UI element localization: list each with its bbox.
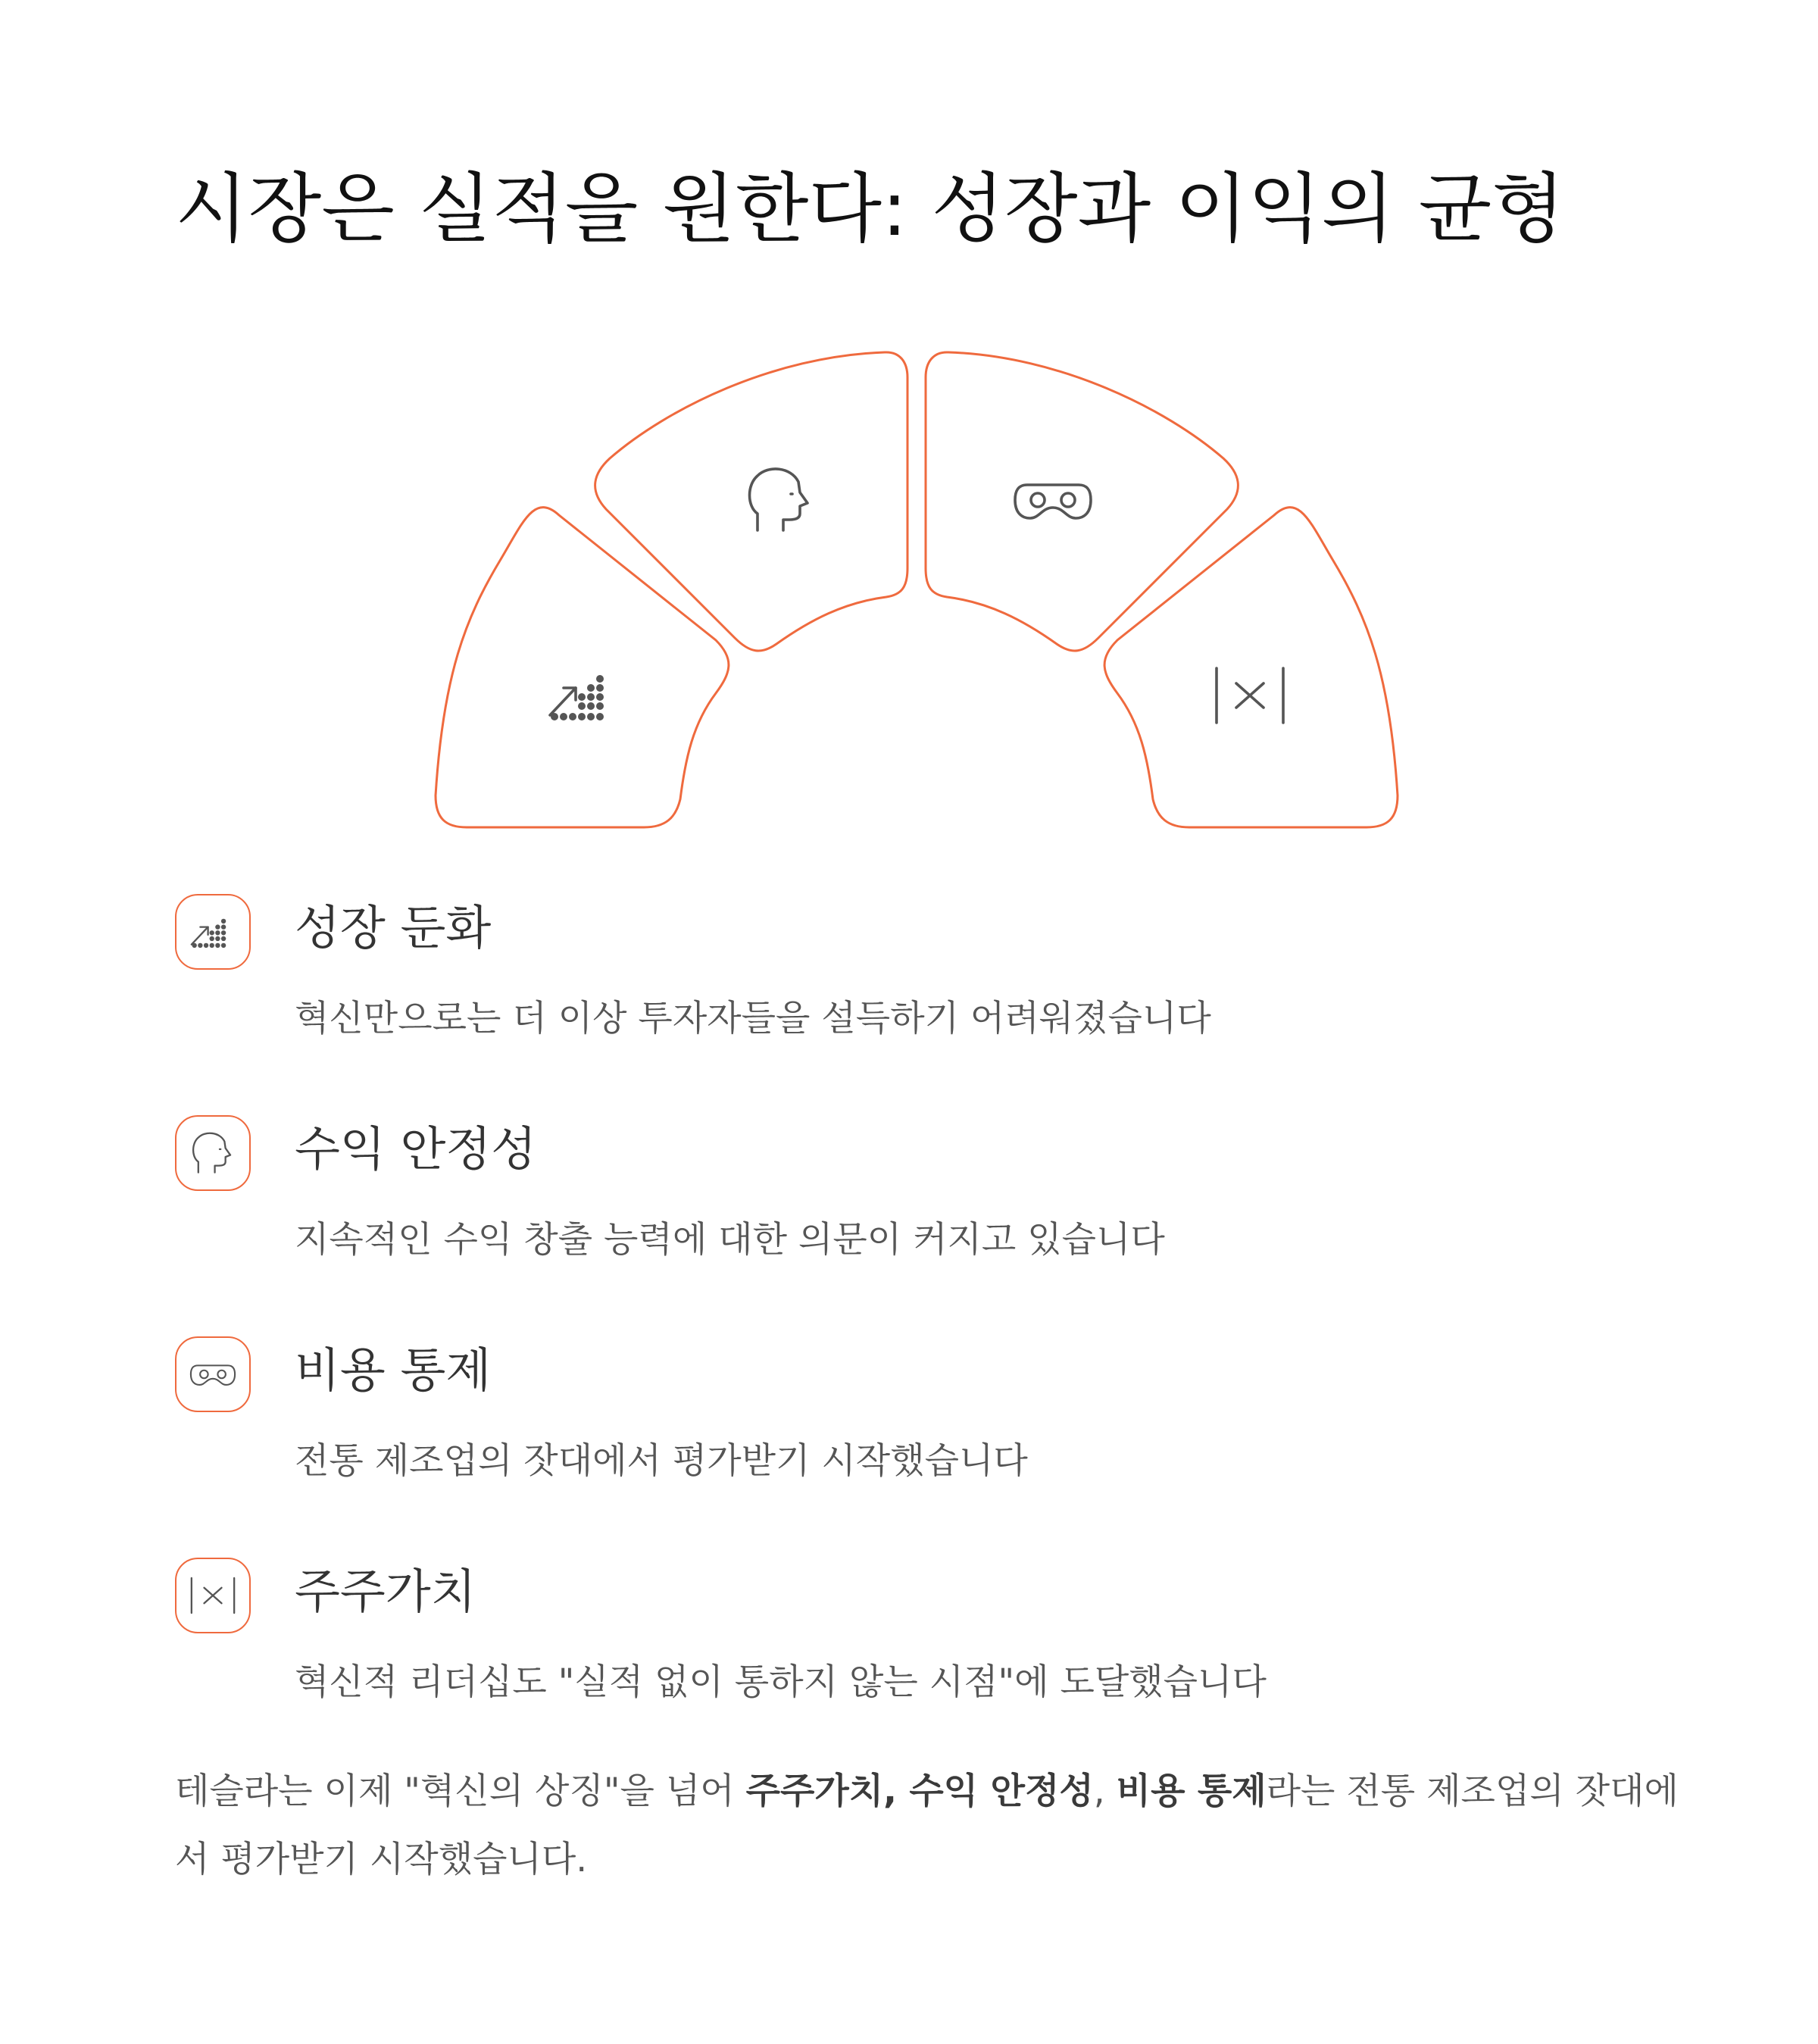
summary-text-end: 라는 전통 제조업의 잣대에서 평가받기 시작했습니다. <box>175 1771 1679 1880</box>
item-title: 주주가치 <box>295 1564 476 1619</box>
item-title: 수익 안정성 <box>295 1121 537 1177</box>
summary-bold-2: 비용 통제 <box>1116 1771 1267 1812</box>
badge-head <box>175 1115 251 1191</box>
item-description: 혁신적 리더십도 "실적 없이 통하지 않는 시점"에 도달했습니다 <box>295 1661 1267 1703</box>
page-title: 시장은 실적을 원한다: 성장과 이익의 균형 <box>175 164 1565 253</box>
list-item <box>175 1558 1675 1779</box>
badge-mask <box>175 1336 251 1412</box>
list-item <box>175 1115 1675 1336</box>
summary-text: 테슬라는 이제 "혁신의 상징"을 넘어 <box>175 1771 746 1812</box>
summary-paragraph <box>175 1758 1690 1894</box>
item-list <box>175 894 1675 1779</box>
item-description: 전통 제조업의 잣대에서 평가받기 시작했습니다 <box>295 1440 1028 1482</box>
head-profile-icon <box>189 1129 237 1177</box>
item-title: 성장 둔화 <box>295 900 492 955</box>
item-description: 혁신만으로는 더 이상 투자자들을 설득하기 어려워졌습니다 <box>295 998 1211 1039</box>
absolute-multiply-icon <box>189 1571 237 1620</box>
item-description: 지속적인 수익 창출 능력에 대한 의문이 커지고 있습니다 <box>295 1219 1165 1261</box>
mask-icon <box>189 1350 237 1399</box>
badge-absx <box>175 1558 251 1633</box>
semicircle-diagram <box>424 341 1409 841</box>
item-title: 비용 통제 <box>295 1342 492 1398</box>
growth-chart-icon <box>189 908 237 956</box>
summary-bold-1: 주주가치, 수익 안정성 <box>745 1771 1094 1812</box>
summary-separator: , <box>1093 1771 1117 1812</box>
list-item <box>175 1336 1675 1558</box>
list-item <box>175 894 1675 1115</box>
badge-growth <box>175 894 251 970</box>
